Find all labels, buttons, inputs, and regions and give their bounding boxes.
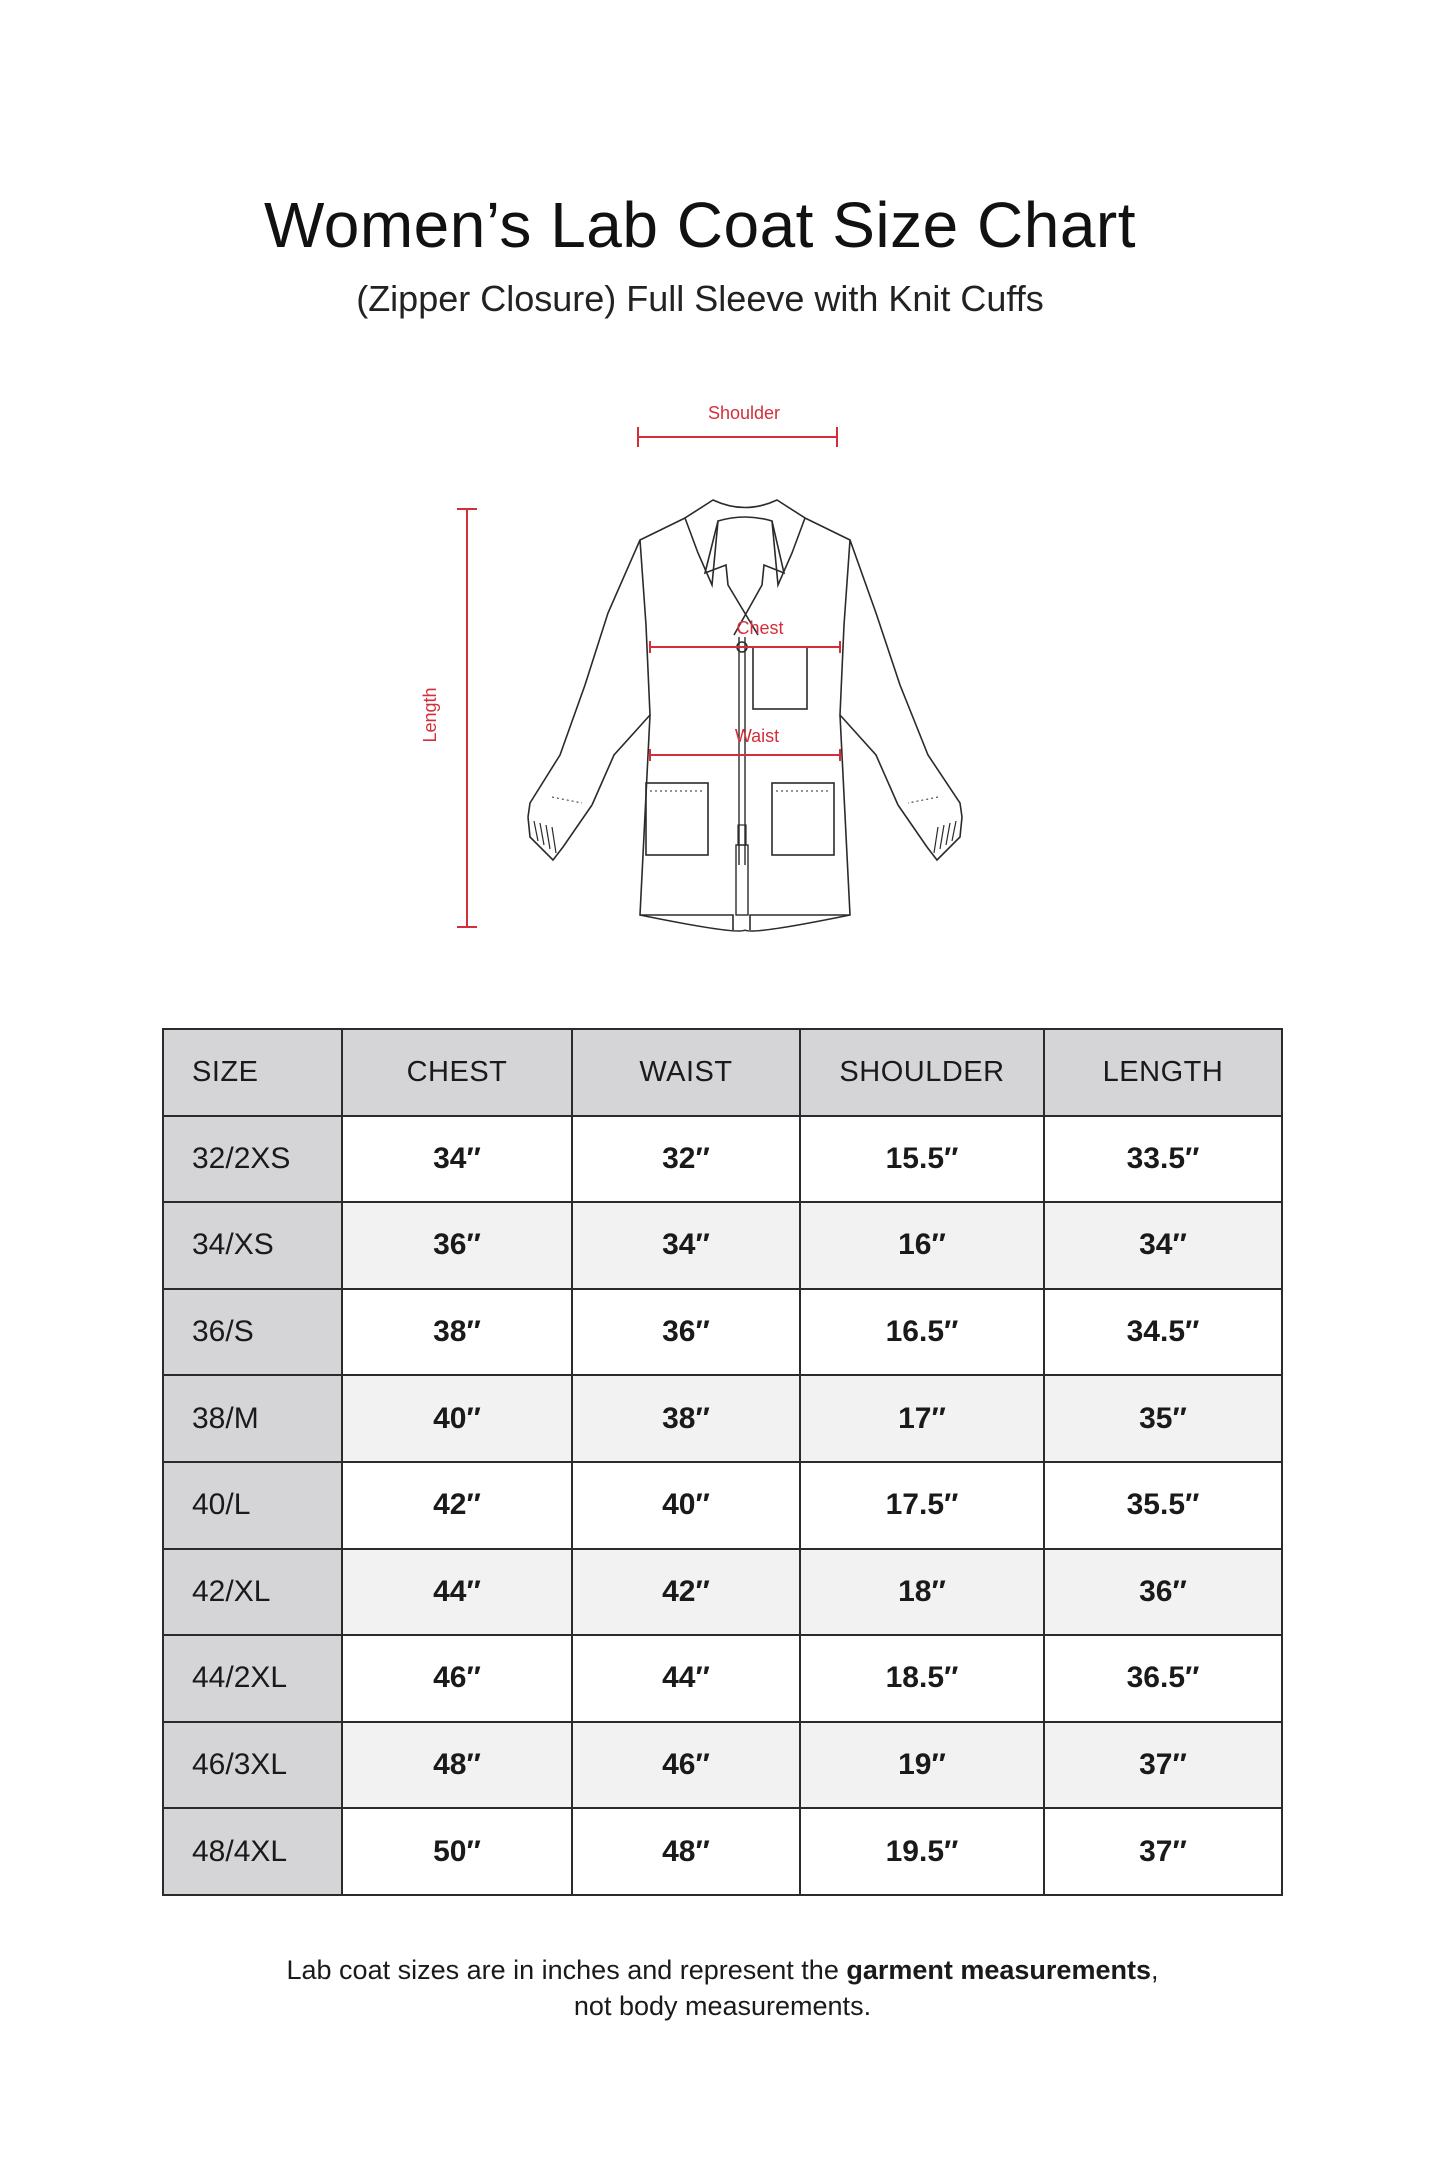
shoulder-cell: 16″ xyxy=(800,1202,1044,1289)
chest-cell: 44″ xyxy=(342,1549,572,1636)
shoulder-cell: 18.5″ xyxy=(800,1635,1044,1722)
shoulder-measure-line xyxy=(638,427,837,447)
chest-cell: 46″ xyxy=(342,1635,572,1722)
length-cell: 35″ xyxy=(1044,1375,1282,1462)
waist-cell: 34″ xyxy=(572,1202,800,1289)
waist-label: Waist xyxy=(734,726,780,746)
size-cell: 46/3XL xyxy=(163,1722,342,1809)
chest-cell: 40″ xyxy=(342,1375,572,1462)
waist-cell: 42″ xyxy=(572,1549,800,1636)
size-cell: 48/4XL xyxy=(163,1808,342,1895)
lab-coat-diagram xyxy=(400,385,980,945)
table-row xyxy=(163,1375,1282,1462)
shoulder-cell: 15.5″ xyxy=(800,1116,1044,1203)
column-header-chest: CHEST xyxy=(342,1029,572,1116)
waist-cell: 38″ xyxy=(572,1375,800,1462)
table-row xyxy=(163,1722,1282,1809)
table-row xyxy=(163,1462,1282,1549)
chest-cell: 36″ xyxy=(342,1202,572,1289)
size-cell: 34/XS xyxy=(163,1202,342,1289)
waist-cell: 32″ xyxy=(572,1116,800,1203)
length-cell: 35.5″ xyxy=(1044,1462,1282,1549)
chest-cell: 50″ xyxy=(342,1808,572,1895)
footnote-line-2: not body measurements. xyxy=(573,1991,872,2021)
size-table xyxy=(162,1028,1283,1896)
footnote xyxy=(0,1952,1445,2024)
length-cell: 34″ xyxy=(1044,1202,1282,1289)
shoulder-cell: 19″ xyxy=(800,1722,1044,1809)
table-row xyxy=(163,1808,1282,1895)
chest-cell: 48″ xyxy=(342,1722,572,1809)
chest-cell: 42″ xyxy=(342,1462,572,1549)
footnote-punctuation: , xyxy=(1150,1955,1159,1985)
table-row xyxy=(163,1202,1282,1289)
chest-cell: 34″ xyxy=(342,1116,572,1203)
table-header-row xyxy=(163,1029,1282,1116)
length-cell: 37″ xyxy=(1044,1808,1282,1895)
waist-cell: 36″ xyxy=(572,1289,800,1376)
size-cell: 36/S xyxy=(163,1289,342,1376)
shoulder-cell: 17.5″ xyxy=(800,1462,1044,1549)
table-row xyxy=(163,1635,1282,1722)
shoulder-cell: 17″ xyxy=(800,1375,1044,1462)
length-measure-line xyxy=(457,509,477,927)
waist-cell: 40″ xyxy=(572,1462,800,1549)
column-header-waist: WAIST xyxy=(572,1029,800,1116)
length-cell: 36″ xyxy=(1044,1549,1282,1636)
shoulder-cell: 16.5″ xyxy=(800,1289,1044,1376)
page-subtitle: (Zipper Closure) Full Sleeve with Knit Cuffs xyxy=(356,278,1044,319)
table-row xyxy=(163,1289,1282,1376)
length-cell: 33.5″ xyxy=(1044,1116,1282,1203)
size-cell: 38/M xyxy=(163,1375,342,1462)
table-row xyxy=(163,1116,1282,1203)
waist-cell: 44″ xyxy=(572,1635,800,1722)
column-header-shoulder: SHOULDER xyxy=(800,1029,1044,1116)
shoulder-label: Shoulder xyxy=(707,403,781,423)
footnote-text: Lab coat sizes are in inches and represent the xyxy=(286,1955,847,1985)
length-cell: 34.5″ xyxy=(1044,1289,1282,1376)
shoulder-cell: 18″ xyxy=(800,1549,1044,1636)
chest-label: Chest xyxy=(736,618,784,638)
waist-cell: 46″ xyxy=(572,1722,800,1809)
length-cell: 36.5″ xyxy=(1044,1635,1282,1722)
length-label: Length xyxy=(420,687,440,743)
footnote-line-1 xyxy=(0,1952,1445,1988)
shoulder-cell: 19.5″ xyxy=(800,1808,1044,1895)
footnote-emphasis: garment measurements xyxy=(846,1955,1151,1985)
size-cell: 42/XL xyxy=(163,1549,342,1636)
size-cell: 32/2XS xyxy=(163,1116,342,1203)
page-title: Women’s Lab Coat Size Chart xyxy=(264,189,1136,261)
size-cell: 40/L xyxy=(163,1462,342,1549)
length-cell: 37″ xyxy=(1044,1722,1282,1809)
size-cell: 44/2XL xyxy=(163,1635,342,1722)
waist-cell: 48″ xyxy=(572,1808,800,1895)
column-header-size: SIZE xyxy=(163,1029,342,1116)
chest-cell: 38″ xyxy=(342,1289,572,1376)
column-header-length: LENGTH xyxy=(1044,1029,1282,1116)
table-row xyxy=(163,1549,1282,1636)
lab-coat-outline xyxy=(528,500,962,931)
